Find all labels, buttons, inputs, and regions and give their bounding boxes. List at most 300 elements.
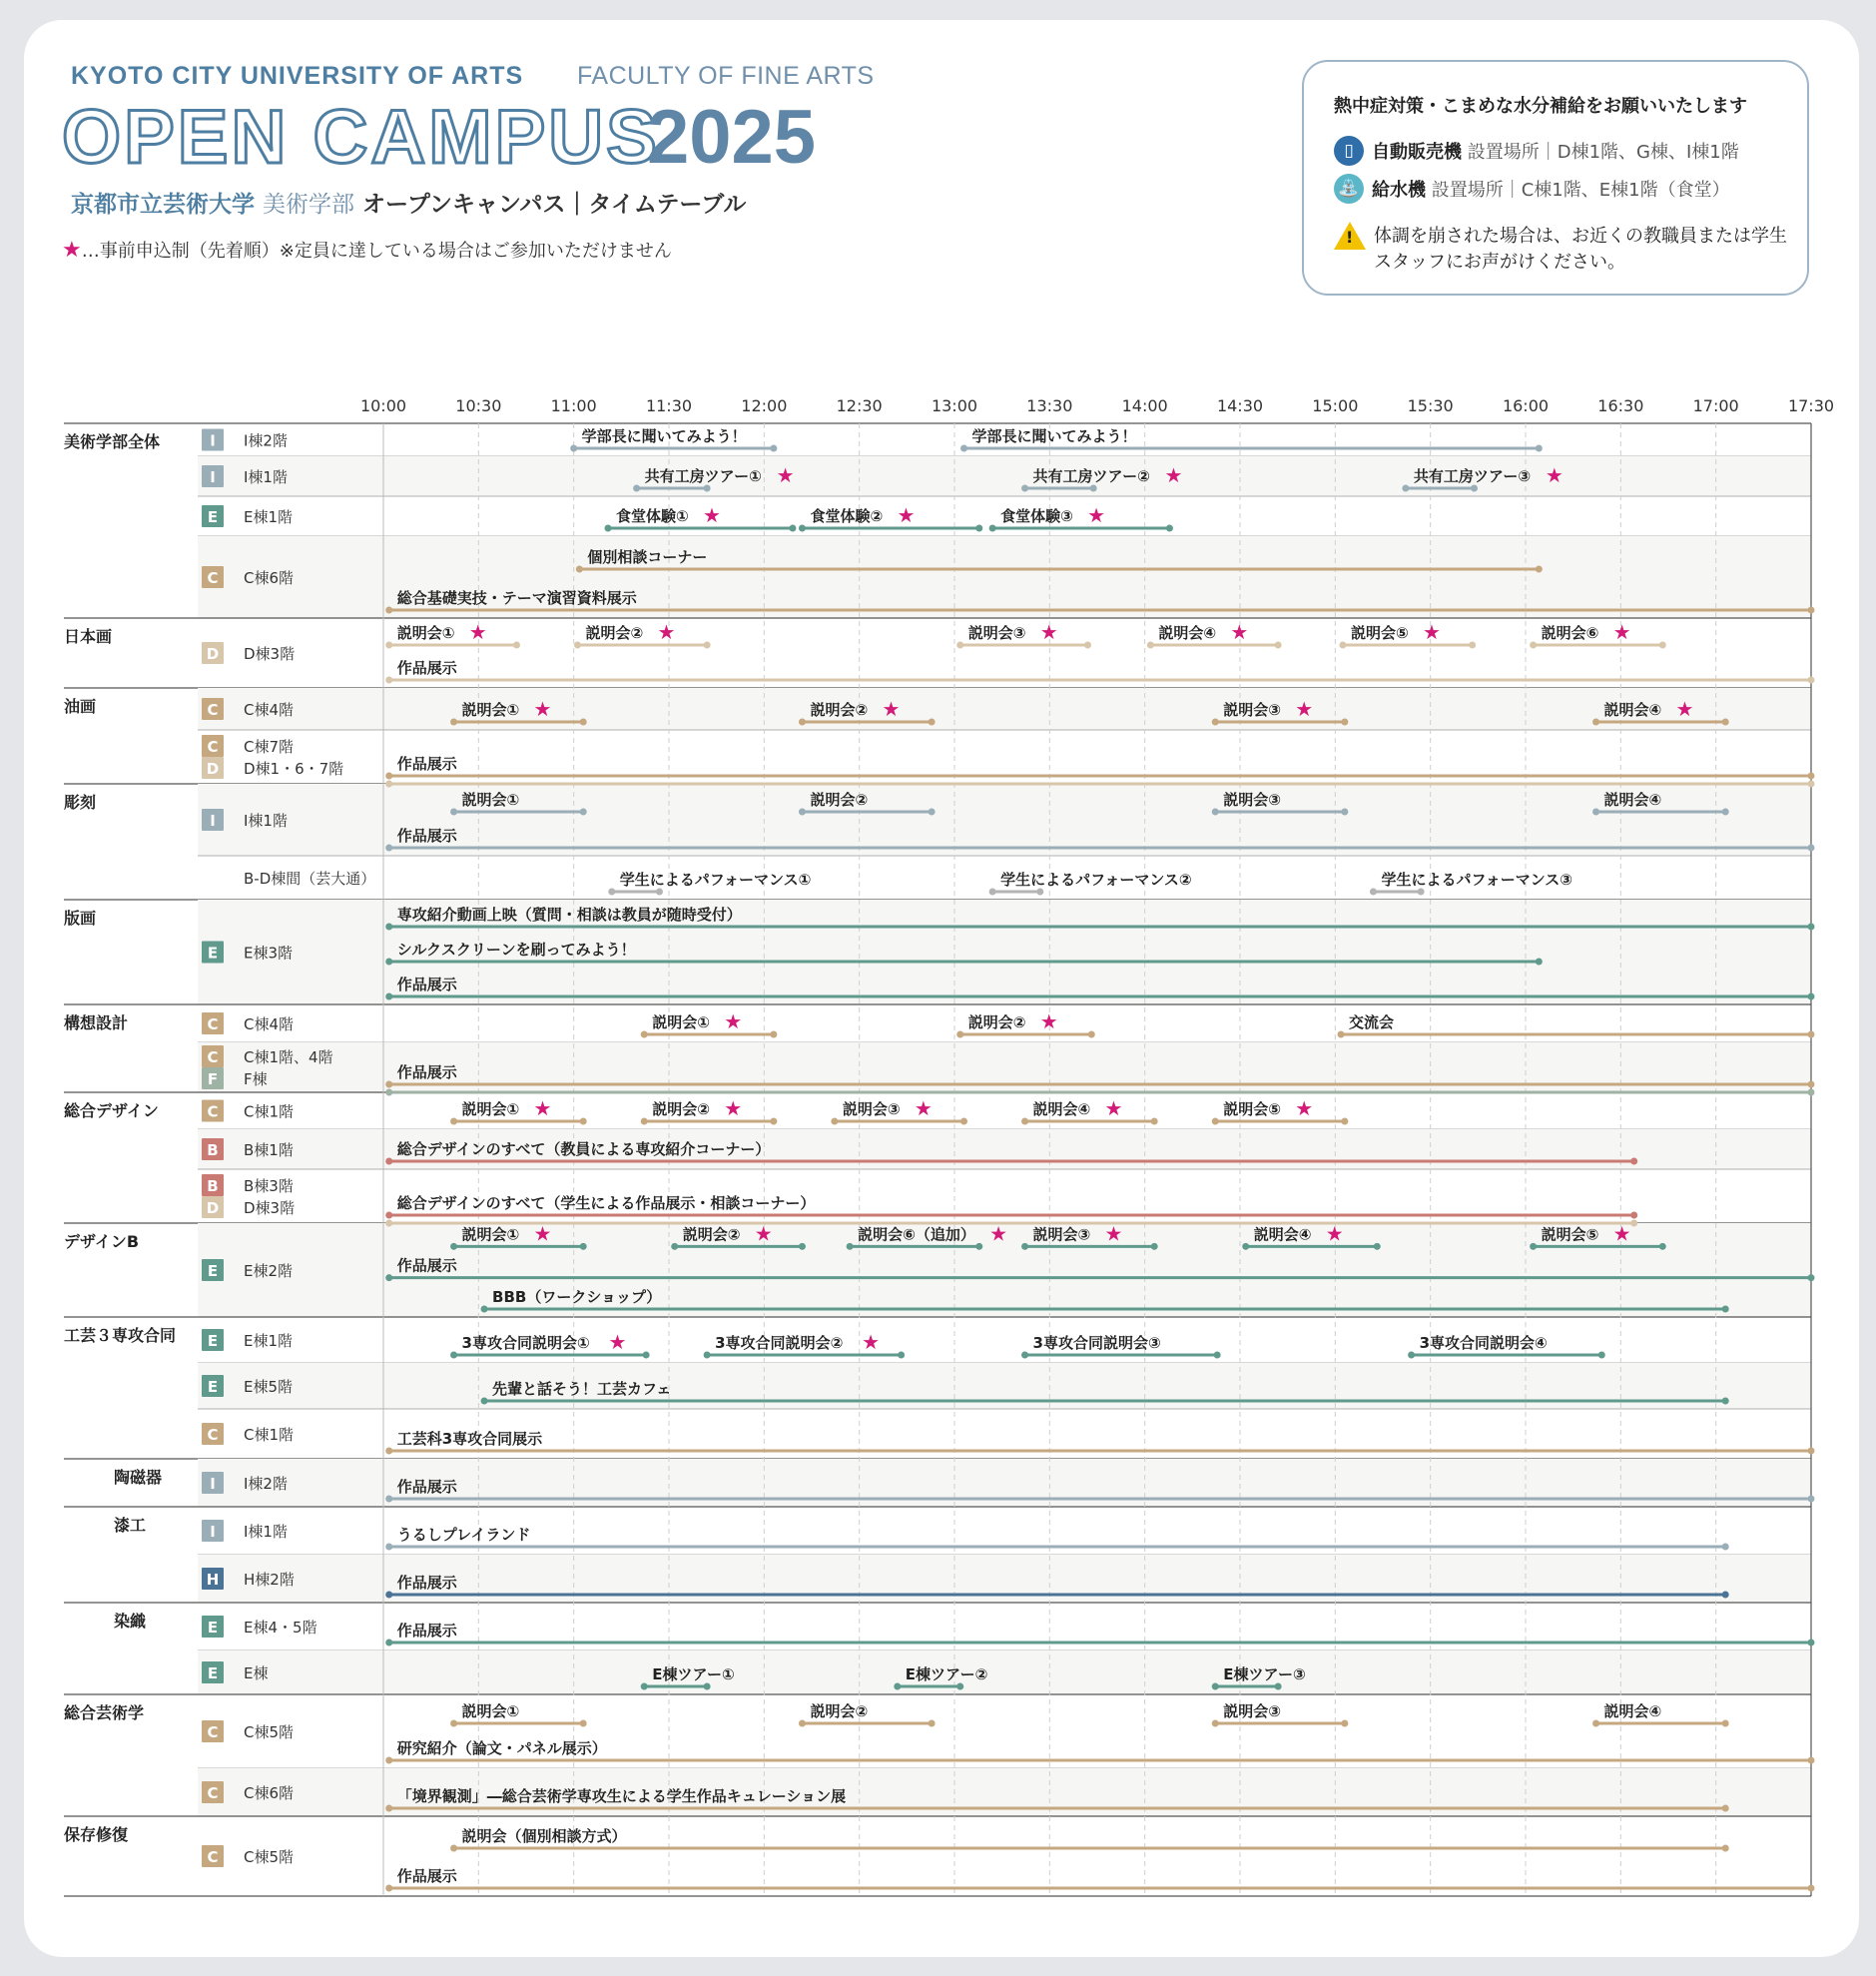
section-name: 版画 — [64, 909, 97, 928]
university-name-jp: 京都市立芸術大学 — [71, 192, 255, 218]
building-letter: I — [210, 812, 216, 830]
event-bar-end — [704, 642, 711, 649]
time-label: 14:00 — [1121, 396, 1168, 415]
event-bar-end — [1808, 1496, 1815, 1503]
event-bar-end — [1090, 485, 1097, 492]
event-label: 説明会⑤ — [1350, 624, 1409, 642]
event-label: 食堂体験② — [810, 507, 884, 525]
event-bar-start — [1592, 809, 1599, 816]
star-icon: ★ — [62, 238, 82, 263]
event-bar-end — [1808, 1640, 1815, 1647]
event-label: 作品展示 — [396, 1478, 457, 1496]
time-label: 14:30 — [1216, 396, 1264, 415]
event-bar-start — [633, 485, 640, 492]
event-bar-end — [1469, 642, 1476, 649]
event-label: 3専攻合同説明会④ — [1419, 1334, 1548, 1352]
event-bar-end — [1166, 525, 1173, 532]
event-bar-end — [1722, 1544, 1729, 1551]
event-label: 総合基礎実技・テーマ演習資料展示 — [396, 589, 637, 607]
event-label: 個別相談コーナー — [587, 548, 708, 566]
event-label: 3専攻合同説明会① — [461, 1334, 590, 1352]
event-bar-start — [1339, 642, 1346, 649]
event-bar-start — [894, 1683, 901, 1690]
event-bar-start — [989, 889, 996, 896]
event-bar-start — [1242, 1243, 1249, 1250]
location-label: D棟3階 — [244, 1199, 296, 1217]
event-label: 説明会① — [396, 624, 455, 642]
event-bar-start — [385, 993, 392, 1000]
time-label: 11:30 — [645, 396, 693, 415]
event-bar-start — [1338, 1031, 1345, 1038]
event-bar-start — [1021, 1243, 1028, 1250]
event-bar-end — [929, 719, 936, 726]
building-letter: C — [207, 1015, 219, 1033]
event-bar-start — [450, 1243, 457, 1250]
location-label: C棟7階 — [244, 738, 295, 756]
event-label: 工芸科3専攻合同展示 — [396, 1430, 543, 1448]
event-bar-end — [580, 809, 587, 816]
event-bar-start — [385, 959, 392, 966]
event-bar-end — [1088, 1031, 1095, 1038]
event-label: 説明会④ — [1253, 1225, 1312, 1244]
event-bar-end — [1808, 1274, 1815, 1281]
building-letter: D — [206, 760, 220, 778]
faculty-name-en: FACULTY OF FINE ARTS — [577, 62, 875, 90]
event-bar-end — [960, 1118, 967, 1125]
event-bar-start — [1212, 719, 1219, 726]
star-icon: ★ — [702, 503, 721, 527]
event-label: 学生によるパフォーマンス③ — [1381, 871, 1572, 889]
section-name: 日本画 — [64, 627, 113, 646]
event-bar-start — [1530, 1243, 1537, 1250]
event-bar-start — [671, 1243, 678, 1250]
event-label: 学生によるパフォーマンス② — [1000, 871, 1192, 889]
event-bar-end — [1418, 889, 1425, 896]
event-label: 説明会② — [652, 1100, 710, 1118]
star-icon: ★ — [724, 1096, 743, 1120]
event-bar-start — [450, 1118, 457, 1125]
event-bar-end — [1722, 1805, 1729, 1812]
time-label: 16:30 — [1597, 396, 1644, 415]
star-icon: ★ — [1675, 697, 1694, 721]
building-letter: E — [207, 1332, 219, 1350]
event-label: 食堂体験① — [615, 507, 689, 525]
event-label: 3専攻合同説明会② — [715, 1334, 844, 1352]
building-letter: C — [207, 1848, 219, 1866]
event-bar-end — [1630, 1158, 1637, 1165]
event-bar-start — [385, 845, 392, 852]
event-bar-start — [576, 566, 583, 573]
event-bar-end — [1808, 1757, 1815, 1764]
event-label: 作品展示 — [396, 1256, 457, 1275]
event-bar-end — [975, 1243, 982, 1250]
event-bar-start — [481, 1398, 488, 1405]
event-label: 作品展示 — [396, 755, 457, 773]
section-name: 構想設計 — [64, 1013, 129, 1032]
building-letter: I — [210, 1475, 216, 1493]
event-bar-start — [1212, 1720, 1219, 1727]
section-name: 油画 — [64, 697, 97, 716]
star-icon: ★ — [1612, 620, 1631, 644]
event-label: 説明会⑤ — [1223, 1100, 1281, 1118]
event-label: 説明会④ — [1158, 624, 1217, 642]
event-bar-start — [1212, 1118, 1219, 1125]
location-label: I棟2階 — [244, 431, 288, 450]
event-bar-start — [385, 1544, 392, 1551]
building-letter: I — [210, 468, 216, 486]
section-name: 漆工 — [114, 1516, 147, 1535]
notice-title: 熱中症対策・こまめな水分補給をお願いいたします — [1334, 96, 1747, 117]
event-bar-start — [799, 809, 806, 816]
event-bar-end — [1808, 993, 1815, 1000]
building-letter: E — [207, 1378, 219, 1396]
location-label: C棟5階 — [244, 1848, 295, 1866]
event-bar-start — [385, 677, 392, 684]
event-bar-end — [704, 485, 711, 492]
event-bar-start — [1147, 642, 1154, 649]
event-bar-start — [385, 1212, 392, 1219]
event-bar-start — [956, 1031, 963, 1038]
event-bar-end — [1084, 642, 1091, 649]
event-label: 共有工房ツアー② — [1032, 467, 1150, 485]
star-icon: ★ — [1295, 697, 1314, 721]
event-bar-end — [1808, 1089, 1815, 1096]
event-bar-end — [1808, 773, 1815, 780]
event-bar-start — [385, 1081, 392, 1088]
event-label: 説明会⑤ — [1541, 1225, 1599, 1244]
event-bar-end — [1151, 1243, 1158, 1250]
location-label: E棟3階 — [244, 944, 294, 963]
event-bar-start — [450, 1720, 457, 1727]
building-letter: C — [207, 738, 219, 756]
event-bar-end — [580, 1243, 587, 1250]
event-bar-end — [770, 1031, 777, 1038]
time-label: 12:00 — [741, 396, 788, 415]
event-bar-start — [450, 1352, 457, 1359]
time-label: 17:30 — [1787, 396, 1835, 415]
event-bar-start — [799, 719, 806, 726]
event-bar-start — [385, 1089, 392, 1096]
event-bar-start — [385, 1220, 392, 1227]
location-label: D棟3階 — [244, 645, 296, 663]
event-bar-start — [1402, 485, 1409, 492]
event-bar-end — [929, 809, 936, 816]
event-bar-start — [1592, 719, 1599, 726]
event-label: 食堂体験③ — [1000, 507, 1073, 525]
location-label: I棟1階 — [244, 812, 288, 830]
event-label: 説明会⑥ — [1541, 624, 1599, 642]
event-label: 説明会① — [461, 791, 520, 809]
event-label: 説明会② — [810, 791, 869, 809]
location-label: F棟 — [244, 1070, 268, 1088]
warning-icon: ! — [1334, 222, 1366, 250]
event-label: 説明会② — [810, 701, 869, 719]
location-label: C棟6階 — [244, 1784, 295, 1802]
event-bar-start — [1212, 809, 1219, 816]
event-label: 説明会④ — [1032, 1100, 1091, 1118]
event-label: うるしプレイランド — [396, 1526, 531, 1544]
event-bar-start — [385, 1274, 392, 1281]
star-icon: ★ — [608, 1330, 627, 1354]
event-bar-start — [385, 1448, 392, 1455]
event-bar-end — [1341, 1720, 1348, 1727]
event-label: 説明会① — [461, 1225, 520, 1244]
event-label: 学生によるパフォーマンス① — [619, 871, 812, 889]
event-label: 作品展示 — [396, 1867, 457, 1885]
event-bar-start — [799, 1720, 806, 1727]
location-label: H棟2階 — [244, 1571, 295, 1589]
event-label: 作品展示 — [396, 659, 457, 677]
event-bar-start — [956, 642, 963, 649]
timetable-title-jp: オープンキャンパス｜タイムテーブル — [362, 192, 747, 218]
section-name: 保存修復 — [64, 1825, 129, 1844]
event-bar-start — [989, 525, 996, 532]
star-icon: ★ — [1612, 1221, 1631, 1246]
star-icon: ★ — [1545, 463, 1563, 487]
event-label: 交流会 — [1349, 1013, 1395, 1031]
event-bar-end — [1722, 809, 1729, 816]
event-bar-start — [481, 1306, 488, 1313]
event-bar-end — [580, 1720, 587, 1727]
event-bar-end — [580, 719, 587, 726]
event-label: 説明会① — [461, 1702, 520, 1720]
event-label: 共有工房ツアー③ — [1413, 467, 1532, 485]
event-bar-end — [643, 1352, 650, 1359]
event-bar-start — [1370, 889, 1377, 896]
star-icon: ★ — [914, 1096, 933, 1120]
event-bar-end — [789, 525, 796, 532]
event-bar-end — [1471, 485, 1478, 492]
star-icon: ★ — [1104, 1221, 1123, 1246]
building-letter: C — [207, 1102, 219, 1121]
event-label: 説明会③ — [1223, 1702, 1281, 1720]
star-icon: ★ — [1325, 1221, 1344, 1246]
event-bar-end — [929, 1720, 936, 1727]
event-bar-start — [385, 1805, 392, 1812]
time-label: 10:30 — [455, 396, 502, 415]
building-letter: F — [207, 1070, 219, 1088]
event-label: シルクスクリーンを刷ってみよう！ — [396, 941, 636, 959]
star-icon: ★ — [1422, 620, 1441, 644]
location-label: I棟2階 — [244, 1475, 288, 1493]
row-shade — [198, 784, 1811, 856]
vending-machine-icon: ▯ — [1334, 136, 1364, 166]
event-bar-start — [570, 445, 577, 452]
event-bar-end — [1808, 781, 1815, 788]
location-label: D棟1・6・7階 — [244, 760, 344, 778]
event-label: 作品展示 — [396, 976, 457, 993]
building-letter: C — [207, 701, 219, 719]
star-icon: ★ — [862, 1330, 881, 1354]
event-bar-start — [641, 1118, 648, 1125]
building-letter: E — [207, 1664, 219, 1682]
star-icon: ★ — [776, 463, 795, 487]
event-bar-end — [704, 1683, 711, 1690]
vending-label: 自動販売機 — [1372, 142, 1462, 163]
location-label: C棟4階 — [244, 701, 295, 719]
building-letter: C — [207, 1723, 219, 1741]
building-letter: C — [207, 1048, 219, 1066]
event-bar-start — [385, 1496, 392, 1503]
vending-location: 設置場所｜D棟1階、G棟、I棟1階 — [1467, 142, 1739, 163]
title-open-campus: OPEN CAMPUS — [62, 95, 660, 180]
event-bar-end — [1214, 1352, 1221, 1359]
section-name: 工芸３専攻合同 — [64, 1326, 177, 1345]
event-label: 専攻紹介動画上映（質問・相談は教員が随時受付） — [396, 906, 742, 924]
location-label: C棟1階 — [244, 1426, 295, 1444]
event-label: 説明会③ — [1223, 791, 1281, 809]
event-label: 説明会（個別相談方式） — [461, 1827, 627, 1845]
event-label: 説明会③ — [1032, 1225, 1091, 1244]
event-bar-end — [1722, 1398, 1729, 1405]
event-bar-end — [770, 445, 777, 452]
location-label: C棟1階、4階 — [244, 1048, 333, 1066]
event-bar-end — [1808, 1031, 1815, 1038]
star-icon: ★ — [533, 1221, 552, 1246]
event-label: E棟ツアー① — [652, 1665, 735, 1683]
event-bar-end — [1374, 1243, 1381, 1250]
event-label: 学部長に聞いてみよう！ — [971, 427, 1137, 445]
event-bar-end — [580, 1118, 587, 1125]
title-year: 2025 — [647, 95, 817, 180]
event-label: 作品展示 — [396, 1574, 457, 1592]
event-label: 説明会① — [652, 1013, 710, 1031]
event-bar-start — [604, 525, 611, 532]
event-label: 説明会② — [682, 1225, 741, 1244]
star-icon: ★ — [533, 1096, 552, 1120]
building-letter: C — [207, 1426, 219, 1444]
event-bar-end — [1630, 1220, 1637, 1227]
location-label: C棟1階 — [244, 1102, 295, 1121]
building-letter: B — [207, 1141, 219, 1159]
location-label: E棟 — [244, 1664, 269, 1682]
event-bar-start — [385, 924, 392, 931]
building-letter: E — [207, 508, 219, 526]
time-label: 11:00 — [550, 396, 597, 415]
event-label: 3専攻合同説明会③ — [1032, 1334, 1161, 1352]
event-bar-end — [1808, 1448, 1815, 1455]
star-icon: ★ — [1230, 620, 1249, 644]
event-bar-start — [831, 1118, 838, 1125]
event-bar-end — [1536, 566, 1543, 573]
event-bar-end — [1722, 719, 1729, 726]
event-label: 学部長に聞いてみよう！ — [581, 427, 747, 445]
event-bar-start — [641, 1683, 648, 1690]
location-label: B-D棟間（芸大通） — [244, 870, 376, 888]
location-label: E棟1階 — [244, 1332, 294, 1350]
event-bar-end — [1151, 1118, 1158, 1125]
star-icon: ★ — [724, 1009, 743, 1033]
building-letter: C — [207, 569, 219, 587]
warning-line-1: 体調を崩された場合は、お近くの教職員または学生 — [1374, 226, 1787, 247]
time-label: 15:30 — [1407, 396, 1454, 415]
event-bar-start — [799, 525, 806, 532]
water-fountain-icon: ⛲ — [1334, 174, 1364, 204]
event-label: 先輩と話そう！工芸カフェ — [492, 1380, 672, 1398]
event-label: 説明会③ — [967, 624, 1026, 642]
time-label: 13:00 — [931, 396, 978, 415]
building-letter: C — [207, 1784, 219, 1802]
event-bar-end — [1659, 1243, 1666, 1250]
event-bar-end — [1808, 607, 1815, 614]
event-label: E棟ツアー③ — [1223, 1665, 1306, 1683]
event-bar-end — [1275, 642, 1282, 649]
event-bar-end — [1808, 924, 1815, 931]
event-bar-end — [1722, 1720, 1729, 1727]
event-label: 説明会④ — [1603, 791, 1662, 809]
warning-line-2: スタッフにお声がけください。 — [1374, 252, 1625, 273]
building-letter: H — [206, 1571, 220, 1589]
event-label: E棟ツアー② — [905, 1665, 988, 1683]
legend-text: …事前申込制（先着順）※定員に達している場合はご参加いただけません — [81, 241, 672, 262]
event-bar-end — [1598, 1352, 1605, 1359]
time-label: 17:00 — [1692, 396, 1739, 415]
event-label: 総合デザインのすべて（学生による作品展示・相談コーナー） — [396, 1194, 816, 1212]
event-bar-start — [385, 1640, 392, 1647]
location-label: C棟4階 — [244, 1015, 295, 1033]
event-bar-start — [1212, 1683, 1219, 1690]
event-bar-end — [1341, 1118, 1348, 1125]
event-bar-start — [450, 809, 457, 816]
event-bar-start — [960, 445, 967, 452]
building-letter: E — [207, 1262, 219, 1280]
event-bar-end — [1036, 889, 1043, 896]
location-label: E棟4・5階 — [244, 1619, 317, 1637]
event-label: 説明会② — [810, 1702, 869, 1720]
event-bar-start — [450, 1845, 457, 1852]
event-bar-end — [1808, 845, 1815, 852]
location-label: B棟3階 — [244, 1177, 294, 1195]
star-icon: ★ — [1087, 503, 1106, 527]
event-label: 説明会② — [585, 624, 644, 642]
time-label: 13:30 — [1026, 396, 1073, 415]
event-bar-start — [704, 1352, 711, 1359]
event-bar-start — [385, 781, 392, 788]
section-name: 美術学部全体 — [64, 432, 161, 451]
section-name: 彫刻 — [64, 793, 97, 812]
time-label: 12:30 — [836, 396, 883, 415]
section-name: デザインB — [64, 1232, 140, 1251]
event-bar-start — [608, 889, 615, 896]
event-label: 総合デザインのすべて（教員による専攻紹介コーナー） — [396, 1140, 771, 1158]
event-label: 作品展示 — [396, 827, 457, 845]
event-bar-end — [1808, 677, 1815, 684]
star-icon: ★ — [1295, 1096, 1314, 1120]
event-bar-start — [385, 1158, 392, 1165]
event-bar-start — [385, 642, 392, 649]
location-label: I棟1階 — [244, 1523, 288, 1541]
event-bar-start — [385, 1757, 392, 1764]
event-bar-end — [1722, 1306, 1729, 1313]
star-icon: ★ — [468, 620, 487, 644]
event-bar-start — [1408, 1352, 1415, 1359]
event-bar-end — [799, 1243, 806, 1250]
event-label: 作品展示 — [396, 1063, 457, 1081]
event-bar-start — [1021, 1118, 1028, 1125]
event-label: BBB（ワークショップ） — [492, 1288, 662, 1306]
section-name: 陶磁器 — [114, 1468, 163, 1487]
location-label: E棟5階 — [244, 1378, 294, 1396]
row-shade — [198, 688, 1811, 730]
star-icon: ★ — [533, 697, 552, 721]
event-bar-start — [641, 1031, 648, 1038]
building-letter: E — [207, 1619, 219, 1637]
building-letter: D — [206, 645, 220, 663]
water-location: 設置場所｜C棟1階、E棟1階（食堂） — [1431, 180, 1730, 201]
star-icon: ★ — [1164, 463, 1183, 487]
star-icon: ★ — [989, 1221, 1008, 1246]
location-label: B棟1階 — [244, 1141, 294, 1159]
